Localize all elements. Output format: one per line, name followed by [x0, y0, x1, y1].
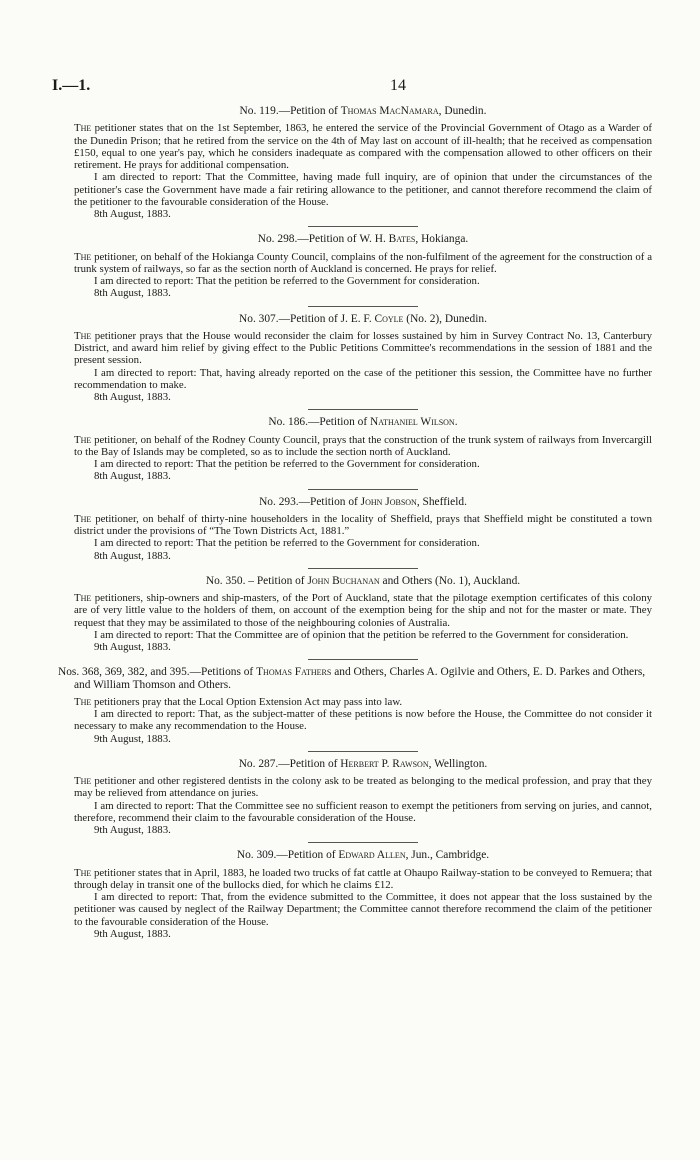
petition-body: [74, 513, 652, 538]
petition-title-prefix: —Petitions of: [189, 666, 257, 679]
committee-report: I am directed to report: That, from the evidence submitted to the Committee, it does not appear that the loss sustained by the petitioner was caused by neglect of the Railway Department; the Committee cannot therefore recommend the claim of the petitioner to the favourable consideration of the House.: [74, 891, 652, 928]
petition-title-suffix: and Others (No. 1), Auckland.: [379, 574, 521, 587]
petition-entry: [58, 666, 652, 752]
separator-rule: [308, 842, 418, 843]
petition-title-suffix: and Others, Charles A. Ogilvie and Others, E. D. Parkes and Others, and William Thomson and Others.: [74, 666, 646, 691]
petition-title-suffix: , Dunedin.: [438, 105, 487, 117]
committee-report: I am directed to report: That, having already reported on the case of the petitioner this session, the Committee have no further recommendation to make.: [74, 366, 652, 391]
petition-lead-word: The: [74, 512, 92, 525]
petition-title-prefix: —Petition of: [278, 312, 341, 325]
petition-body-text: petitioners pray that the Local Option Extension Act may pass into law.: [91, 695, 403, 708]
separator-rule: [308, 489, 418, 490]
report-date: 9th August, 1883.: [94, 927, 171, 940]
petitioner-name: John Buchanan: [307, 574, 380, 587]
petition-title-prefix: —Petition of: [278, 105, 341, 117]
petition-title: [74, 758, 652, 770]
petition-number: Nos. 368, 369, 382, and 395.: [58, 666, 190, 679]
petition-title: [74, 849, 652, 861]
report-date: 8th August, 1883.: [94, 391, 171, 403]
committee-report: I am directed to report: That the petition be referred to the Government for consideration.: [94, 275, 480, 287]
committee-report: I am directed to report: That the petition be referred to the Government for consideration.: [94, 458, 480, 470]
petition-entry: [74, 233, 652, 306]
petition-number: No. 307.: [239, 312, 279, 325]
petitioner-name: Thomas Fathers: [256, 666, 332, 679]
petition-title: [74, 105, 652, 117]
petitioner-name: Thomas MacNamara: [340, 105, 439, 117]
petition-number: No. 309.: [236, 849, 277, 862]
separator-rule: [308, 226, 418, 227]
petitioner-name: J. E. F. Coyle: [340, 312, 404, 325]
petition-body: [74, 775, 652, 800]
petitioner-name: Nathaniel Wilson: [369, 416, 455, 429]
petition-title-prefix: —Petition of: [297, 233, 360, 246]
petition-title-suffix: , Jun., Cambridge.: [405, 849, 490, 862]
petition-entry: [74, 313, 652, 411]
petition-title-suffix: .: [454, 416, 458, 429]
separator-rule: [308, 306, 418, 307]
petition-lead-word: The: [74, 592, 92, 604]
petition-body: [74, 867, 652, 892]
petition-body-text: petitioner states that on the 1st September, 1863, he entered the service of the Provincial Government of Otago as a Warder of the Dunedin Prison; that he retired from the service on the 4th of May last on account of ill-health; that he received as compensation £150, equal to one year's pay, which he considers inadequate as compared with the compensation allowed to other officers on their retirement. He prays for additional compensation.: [74, 122, 652, 171]
petition-number: No. 350.: [205, 574, 246, 587]
petition-body: [74, 330, 652, 367]
petition-entry: [74, 496, 652, 569]
petition-lead-word: The: [74, 695, 92, 708]
petition-title: [74, 313, 652, 325]
petition-title-suffix: , Sheffield.: [416, 495, 467, 508]
report-date: 9th August, 1883.: [94, 732, 171, 745]
petition-body: [74, 251, 652, 276]
petition-title-prefix: – Petition of: [245, 574, 308, 587]
petition-lead-word: The: [74, 775, 92, 787]
petitioner-name: John Jobson: [360, 495, 417, 508]
page-header: [52, 77, 648, 97]
report-date: 8th August, 1883.: [94, 208, 171, 220]
report-date: 9th August, 1883.: [94, 824, 171, 836]
petition-title-suffix: (No. 2), Dunedin.: [403, 312, 487, 325]
petition-body-text: petitioner, on behalf of thirty-nine householders in the locality of Sheffield, prays that Sheffield might be constituted a town district under the provisions of “The Town Districts Act, 1881.”: [74, 512, 652, 537]
petition-entry: [74, 849, 652, 940]
petition-body-text: petitioner states that in April, 1883, he loaded two trucks of fat cattle at Ohaupo Railway-station to be conveyed to Remuera; that through delay in transit one of the bullocks died, for which he claims £12.: [74, 866, 652, 891]
committee-report: I am directed to report: That the petition be referred to the Government for consideration.: [94, 537, 480, 550]
separator-rule: [308, 409, 418, 410]
page-number: 14: [390, 77, 406, 94]
committee-report: I am directed to report: That the Committee, having made full inquiry, are of opinion that under the circumstances of the petitioner's case the Government have made a fair retiring allowance to the petitioner, and cannot therefore recommend the claim of the petitioner to the favourable consideration of the House.: [74, 171, 652, 208]
petitioner-name: Herbert P. Rawson: [340, 757, 429, 770]
petition-body: [74, 696, 652, 708]
report-date: 8th August, 1883.: [94, 549, 171, 562]
petition-number: No. 298.: [257, 233, 298, 246]
petition-number: No. 186.: [268, 416, 308, 429]
petition-title-prefix: —Petition of: [307, 416, 370, 429]
petition-body-text: petitioner, on behalf of the Rodney County Council, prays that the construction of the trunk system of railways from Invercargill to the Bay of Islands may be completed, so as to include the section north of Auckland.: [74, 433, 652, 458]
report-date: 8th August, 1883.: [94, 470, 171, 483]
petition-body-text: petitioner and other registered dentists in the colony ask to be treated as belonging to the medical profession, and pray that they may be relieved from attendance on juries.: [74, 775, 652, 800]
petition-title-prefix: —Petition of: [276, 849, 339, 862]
petition-body-text: petitioners, ship-owners and ship-masters, of the Port of Auckland, state that the pilotage exemption certificates of this colony are of very little value to the holders of them, on account of the exemption being for the ship and not for the master or mate. They request that they may be assimilated to those of the neighbouring colonies of Australia.: [74, 592, 652, 629]
petitions-list: [58, 102, 652, 940]
separator-rule: [308, 568, 418, 569]
petition-title: [74, 496, 652, 508]
petition-number: No. 119.: [239, 105, 279, 117]
committee-report: I am directed to report: That the Committee see no sufficient reason to exempt the petitioners from serving on juries, and cannot, therefore, recommend their claim to the favourable consideration of the House.: [74, 799, 652, 824]
petition-title-prefix: —Petition of: [298, 495, 361, 508]
petition-title-suffix: , Wellington.: [428, 757, 488, 770]
petition-body-text: petitioner prays that the House would reconsider the claim for losses sustained by him in Survey Contract No. 13, Canterbury District, and award him relief by giving effect to the Public Petitions Committee's recommendations in the session of 1881 and the present session.: [74, 329, 652, 367]
committee-report: I am directed to report: That the Committee are of opinion that the petition be referred to the Government for consideration.: [94, 628, 629, 641]
petition-entry: [74, 105, 652, 227]
petition-body: [74, 122, 652, 171]
petition-entry: [74, 575, 652, 661]
petitioner-name: W. H. Bates: [359, 233, 416, 246]
petition-entry: [74, 416, 652, 489]
petition-title: [58, 666, 652, 691]
paper-reference: I.—1.: [52, 77, 91, 94]
petition-number: No. 293.: [259, 495, 299, 508]
petition-lead-word: The: [74, 250, 92, 263]
petition-number: No. 287.: [238, 757, 279, 770]
petition-lead-word: The: [74, 866, 92, 879]
petition-lead-word: The: [74, 329, 92, 342]
petition-title: [74, 233, 652, 245]
petition-title: [74, 575, 652, 587]
report-date: 8th August, 1883.: [94, 287, 171, 300]
report-date: 9th August, 1883.: [94, 641, 171, 653]
petition-entry: [74, 758, 652, 844]
petition-body: [74, 434, 652, 459]
petition-title-prefix: —Petition of: [278, 757, 341, 770]
petition-title: [74, 416, 652, 428]
petition-body: [74, 592, 652, 629]
petition-lead-word: The: [74, 122, 92, 135]
separator-rule: [308, 751, 418, 752]
committee-report: I am directed to report: That, as the subject-matter of these petitions is now before the House, the Committee do not consider it necessary to make any recommendation to the House.: [74, 708, 652, 733]
petition-title-suffix: , Hokianga.: [415, 233, 469, 246]
petition-lead-word: The: [74, 433, 92, 446]
petitioner-name: Edward Allen: [338, 849, 406, 862]
separator-rule: [308, 659, 418, 660]
petition-body-text: petitioner, on behalf of the Hokianga County Council, complains of the non-fulfilment of the agreement for the construction of a trunk system of railways, so far as the section north of Auckland is concerned. He prays for relief.: [74, 250, 652, 275]
